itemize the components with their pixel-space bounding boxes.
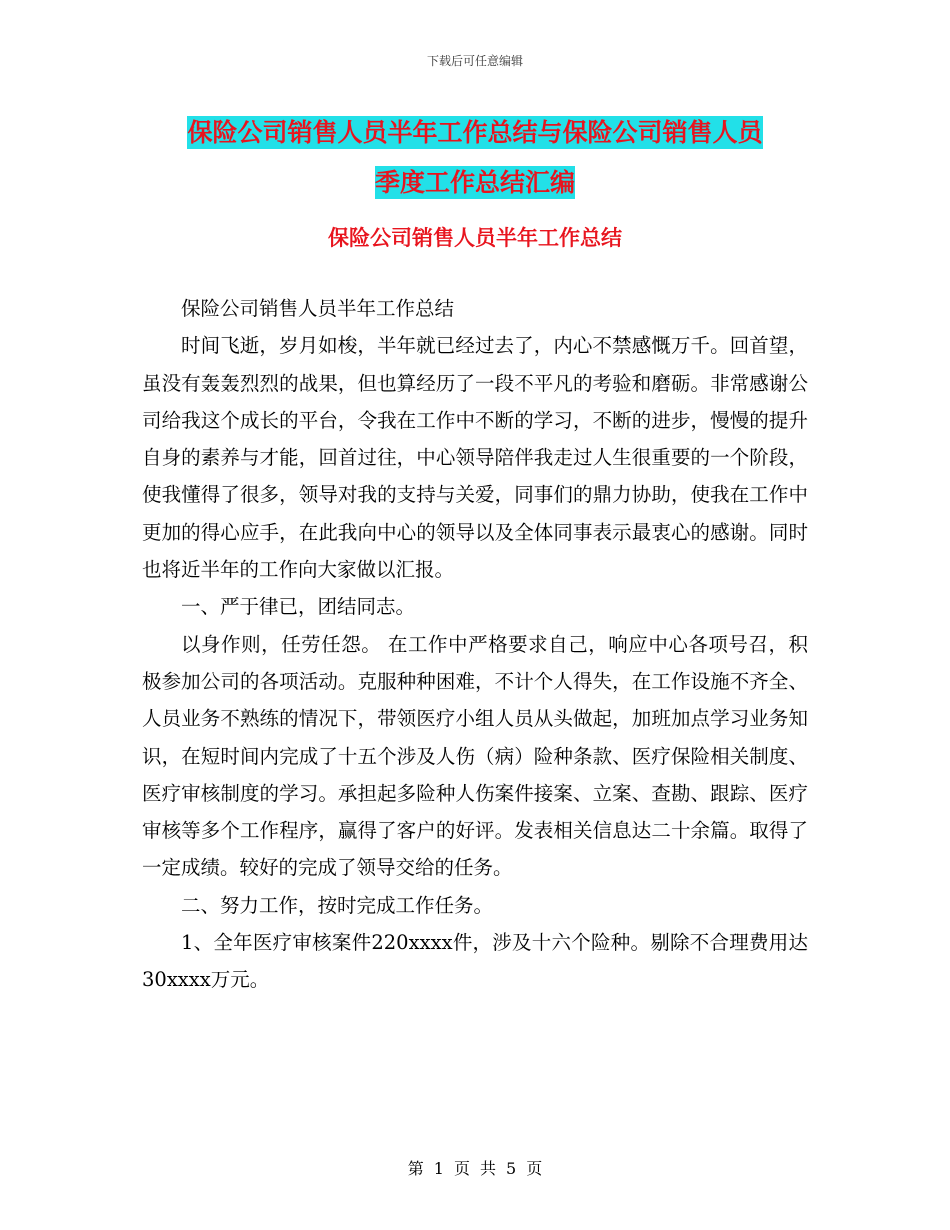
paragraph: 时间飞逝，岁月如梭，半年就已经过去了，内心不禁感慨万千。回首望，虽没有轰轰烈烈的战果，但也算经历了一段不平凡的考验和磨砺。非常感谢公司给我这个成长的平台，令我在工作中不断的学习，不断的进步，慢慢的提升自身的素养与才能，回首过往，中心领导陪伴我走过人生很重要的一个阶段，使我懂得了很多，领导对我的支持与关爱，同事们的鼎力协助，使我在工作中更加的得心应手，在此我向中心的领导以及全体同事表示最衷心的感谢。同时也将近半年的工作向大家做以汇报。: [142, 334, 808, 582]
title-line-1: 保险公司销售人员半年工作总结与保险公司销售人员: [187, 118, 763, 147]
paragraph: 以身作则，任劳任怨。 在工作中严格要求自己，响应中心各项号召，积极参加公司的各项活动。克服种种困难，不计个人得失，在工作设施不齐全、人员业务不熟练的情况下，带领医疗小组人员从头做起，加班加点学习业务知识，在短时间内完成了十五个涉及人伤（病）险种条款、医疗保险相关制度、医疗审核制度的学习。承担起多险种人伤案件接案、立案、查勘、跟踪、医疗审核等多个工作程序，赢得了客户的好评。发表相关信息达二十余篇。取得了一定成绩。较好的完成了领导交给的任务。: [142, 632, 808, 880]
paragraph: 二、努力工作，按时完成工作任务。: [181, 893, 494, 917]
footer-page-number: 1: [433, 1159, 444, 1178]
header-note: 下载后可任意编辑: [426, 54, 523, 68]
footer-page-prefix: 第: [407, 1159, 424, 1178]
footer-page-mid: 页: [453, 1159, 470, 1178]
document-body: [142, 290, 808, 999]
page-footer: [0, 1156, 950, 1179]
title-line-2: 季度工作总结汇编: [374, 168, 575, 197]
footer-total-pages: 5: [506, 1159, 517, 1178]
paragraph: 一、严于律已，团结同志。: [181, 595, 416, 619]
document-title: [150, 108, 800, 208]
paragraph: 1、全年医疗审核案件220xxxx件，涉及十六个险种。剔除不合理费用达30xxxx万元。: [142, 931, 808, 992]
paragraph: 保险公司销售人员半年工作总结: [181, 297, 455, 320]
section-title: 保险公司销售人员半年工作总结: [328, 226, 622, 250]
footer-total-suffix: 页: [526, 1159, 543, 1178]
footer-total-prefix: 共: [480, 1159, 497, 1178]
